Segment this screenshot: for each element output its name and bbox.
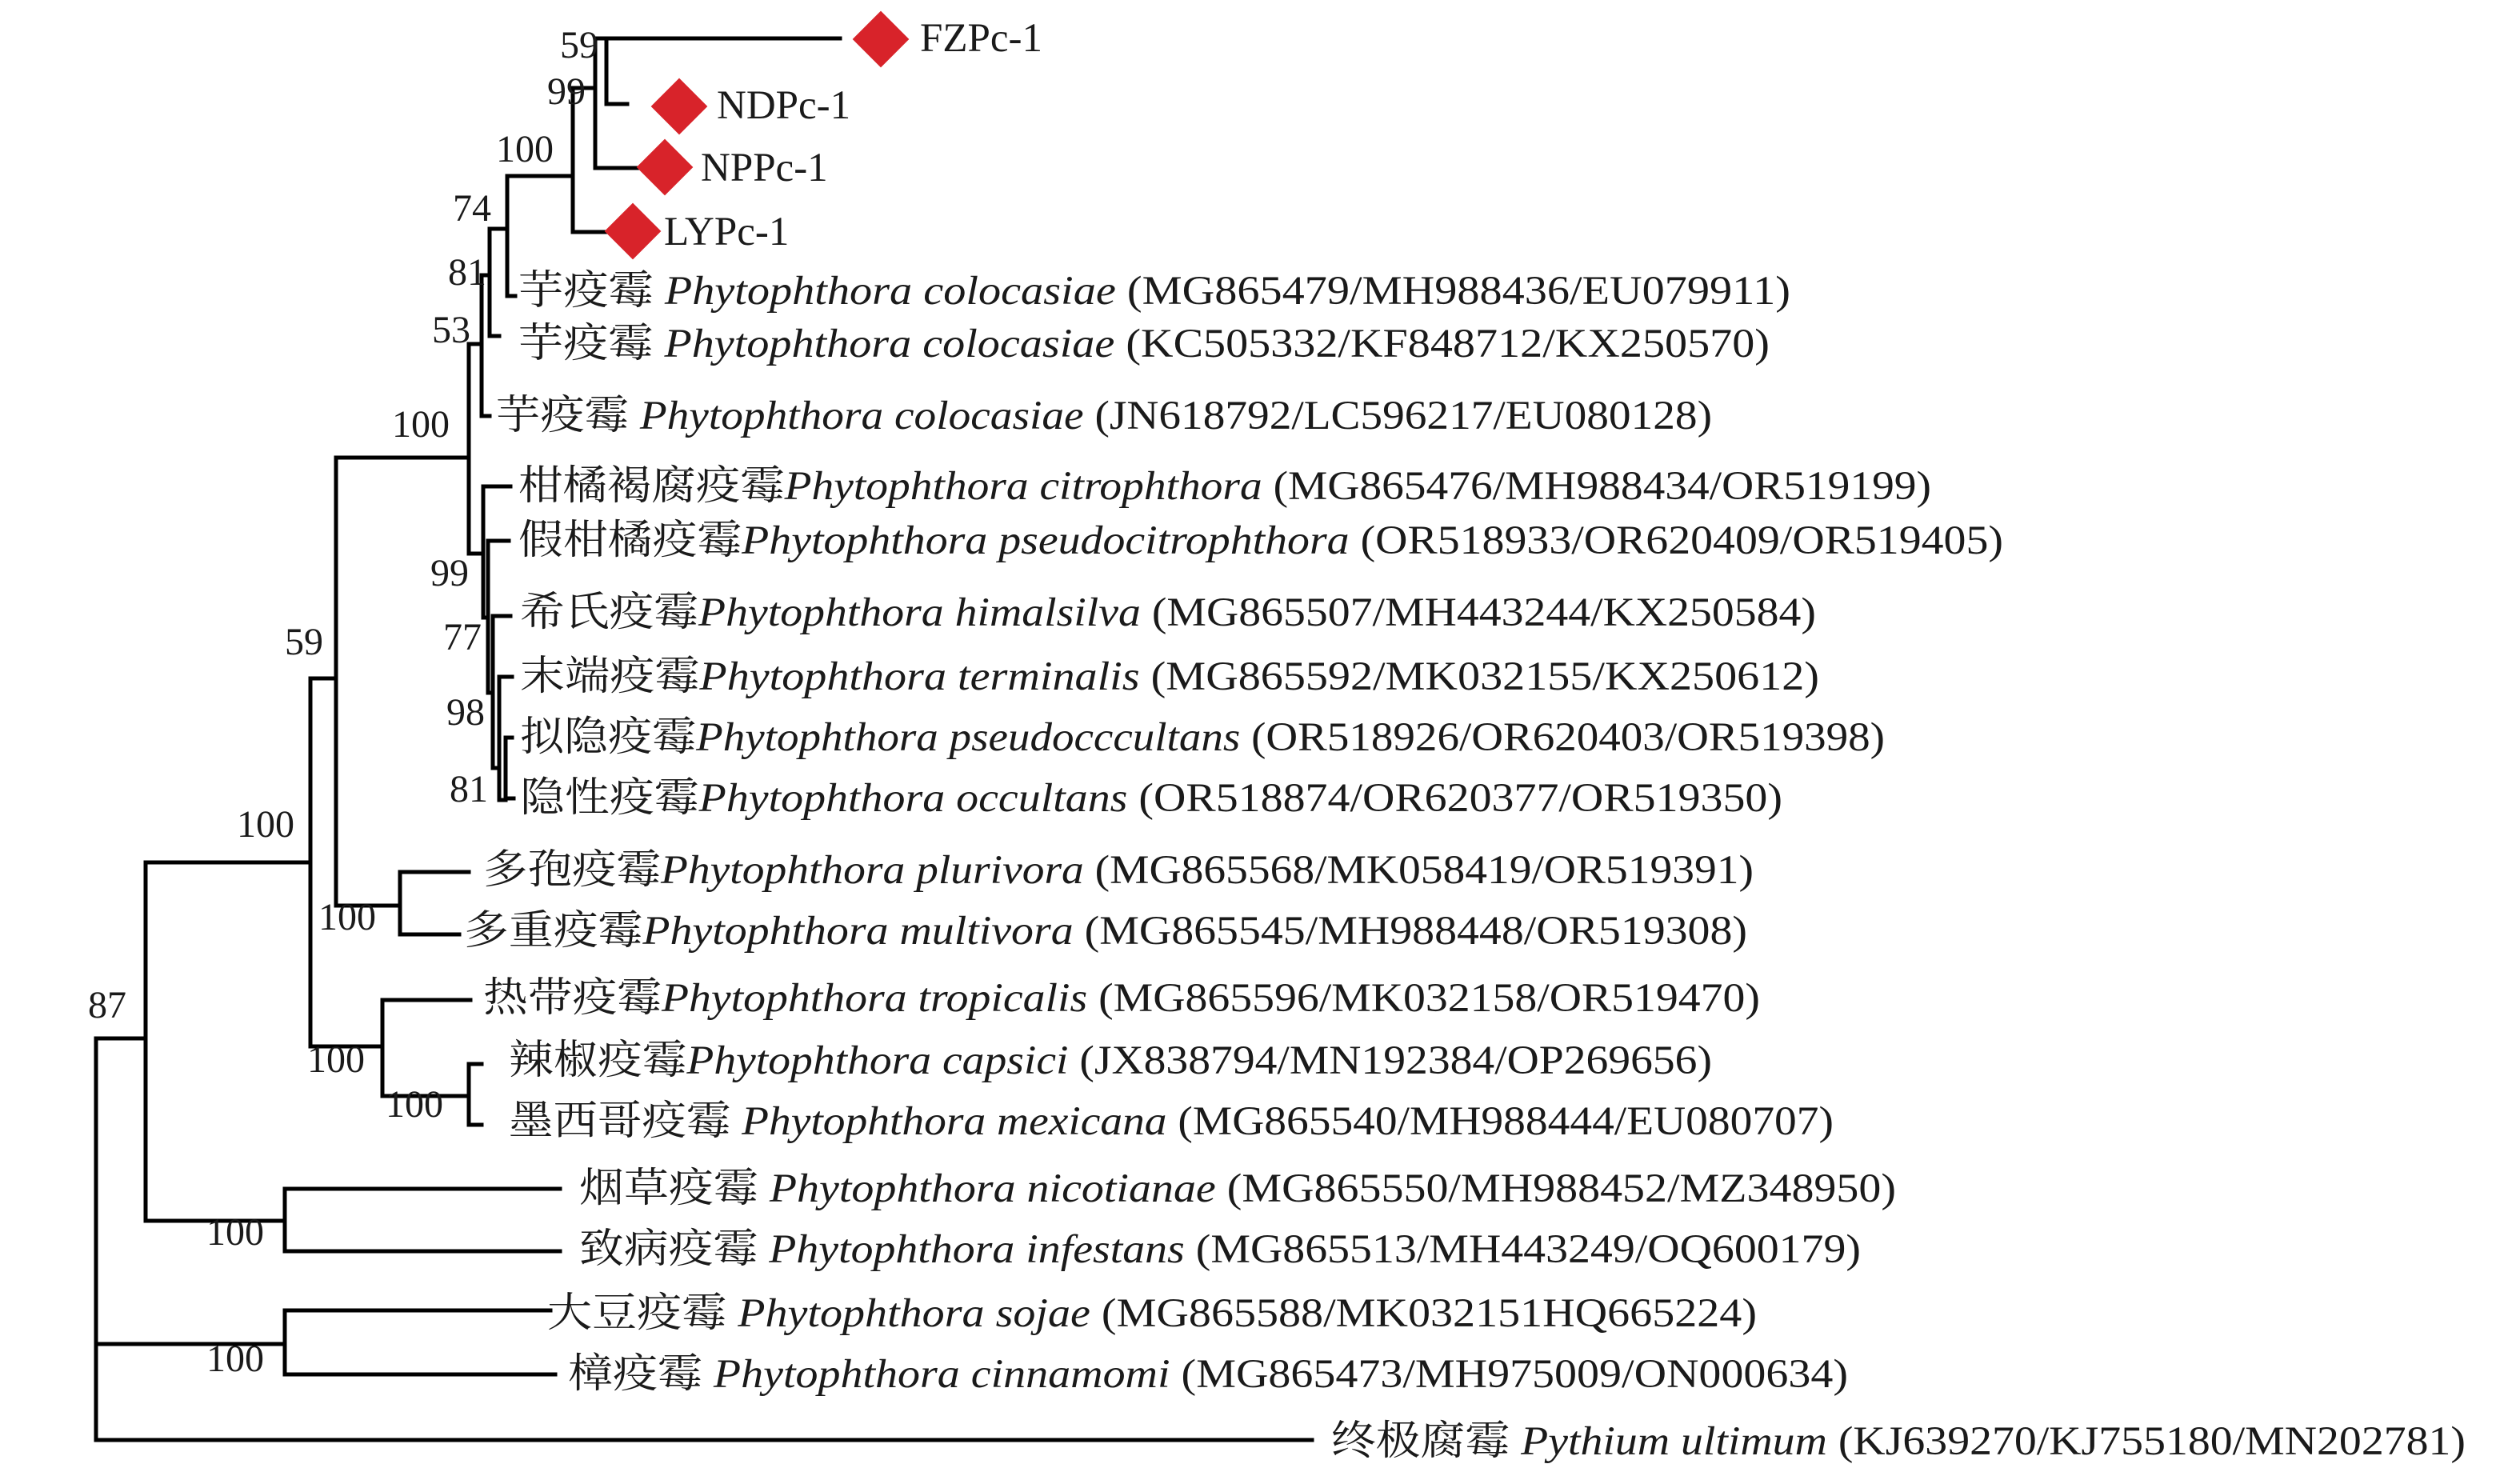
support-value: 100 bbox=[392, 403, 450, 446]
bootstrap-values bbox=[88, 24, 598, 1380]
support-value: 81 bbox=[448, 251, 486, 294]
taxon-label-lypc1: LYPc-1 bbox=[664, 210, 790, 254]
support-value: 99 bbox=[430, 552, 469, 594]
taxon-labels bbox=[464, 16, 2466, 1464]
support-value: 81 bbox=[450, 768, 488, 810]
support-value: 100 bbox=[307, 1038, 365, 1081]
support-value: 100 bbox=[206, 1211, 264, 1254]
taxon-label-nppc1: NPPc-1 bbox=[701, 146, 828, 190]
taxon-label-occultans: 隐性疫霉 Phytophthora occultans (OR518874/OR620377/OR519350) bbox=[520, 776, 1726, 821]
support-value: 87 bbox=[88, 984, 126, 1026]
taxon-label-pseudocitrophthora: 假柑橘疫霉 Phytophthora pseudocitrophthora (OR518933/OR620409/OR519405) bbox=[518, 518, 1947, 563]
taxon-label-mexicana: 墨西哥疫霉 Phytophthora mexicana (MG865540/MH988444/EU080707) bbox=[509, 1099, 1780, 1144]
taxon-label-himalsilva: 希氏疫霉 Phytophthora himalsilva (MG865507/MH443244/KX250584) bbox=[520, 590, 1758, 635]
support-value: 74 bbox=[453, 187, 491, 230]
support-value: 100 bbox=[237, 803, 294, 846]
taxon-label-multivora: 多重疫霉 Phytophthora multivora (MG865545/MH988448/OR519308) bbox=[464, 909, 1689, 954]
taxon-label-tropicalis: 热带疫霉 Phytophthora tropicalis (MG865596/MK032158/OR519470) bbox=[483, 976, 1703, 1021]
taxon-label-nicotianae: 烟草疫霉 Phytophthora nicotianae (MG865550/MH988452/MZ348950) bbox=[579, 1166, 1836, 1211]
taxon-label-cinnamomi: 樟疫霉 Phytophthora cinnamomi (MG865473/MH975009/ON000634) bbox=[568, 1352, 1788, 1397]
taxon-label-plurivora: 多孢疫霉 Phytophthora plurivora (MG865568/MK058419/OR519391) bbox=[483, 848, 1700, 893]
support-value: 99 bbox=[547, 70, 586, 113]
taxon-label-infestans: 致病疫霉 Phytophthora infestans (MG865513/MH443249/OQ600179) bbox=[579, 1227, 1802, 1272]
taxon-label-terminalis: 末端疫霉 Phytophthora terminalis (MG865592/MK032155/KX250612) bbox=[520, 654, 1758, 699]
support-value: 100 bbox=[318, 896, 376, 938]
diamond-marker-nppc1 bbox=[637, 139, 694, 196]
taxon-label-sojae: 大豆疫霉 Phytophthora sojae (MG865588/MK032151HQ665224) bbox=[547, 1291, 1697, 1336]
taxon-label-colocasiae-3: 芋疫霉 Phytophthora colocasiae (JN618792/LC596217/EU080128) bbox=[496, 394, 1663, 438]
taxon-label-colocasiae-2: 芋疫霉 Phytophthora colocasiae (KC505332/KF848712/KX250570) bbox=[518, 322, 1710, 366]
taxon-label-ndpc1: NDPc-1 bbox=[717, 83, 851, 128]
taxon-label-pythium-ultimum: 终极腐霉 Pythium ultimum (KJ639270/KJ755180/MN202781) bbox=[1331, 1419, 2411, 1464]
diamond-marker-ndpc1 bbox=[651, 78, 708, 135]
support-value: 77 bbox=[443, 616, 482, 658]
taxon-label-fzpc1: FZPc-1 bbox=[920, 16, 1042, 61]
diamond-marker-lypc1 bbox=[605, 203, 662, 260]
taxon-label-pseudoocculltans: 拟隐疫霉 Phytophthora pseudocccultans (OR518926/OR620403/OR519398) bbox=[520, 715, 1838, 760]
support-value: 59 bbox=[560, 24, 598, 66]
taxon-label-capsici: 辣椒疫霉 Phytophthora capsici (JX838794/MN192384/OP269656) bbox=[509, 1038, 1659, 1083]
support-value: 100 bbox=[496, 128, 554, 170]
support-value: 98 bbox=[446, 691, 485, 734]
diamond-marker-fzpc1 bbox=[853, 11, 910, 68]
support-value: 53 bbox=[432, 309, 470, 351]
taxon-label-colocasiae-1: 芋疫霉 Phytophthora colocasiae (MG865479/MH988436/EU079911) bbox=[518, 269, 1728, 314]
taxon-label-citrophthora: 柑橘褐腐疫霉 Phytophthora citrophthora (MG865476/MH988434/OR519199) bbox=[518, 464, 1878, 509]
support-value: 100 bbox=[386, 1083, 443, 1126]
support-value: 59 bbox=[285, 621, 323, 663]
support-value: 100 bbox=[206, 1338, 264, 1380]
